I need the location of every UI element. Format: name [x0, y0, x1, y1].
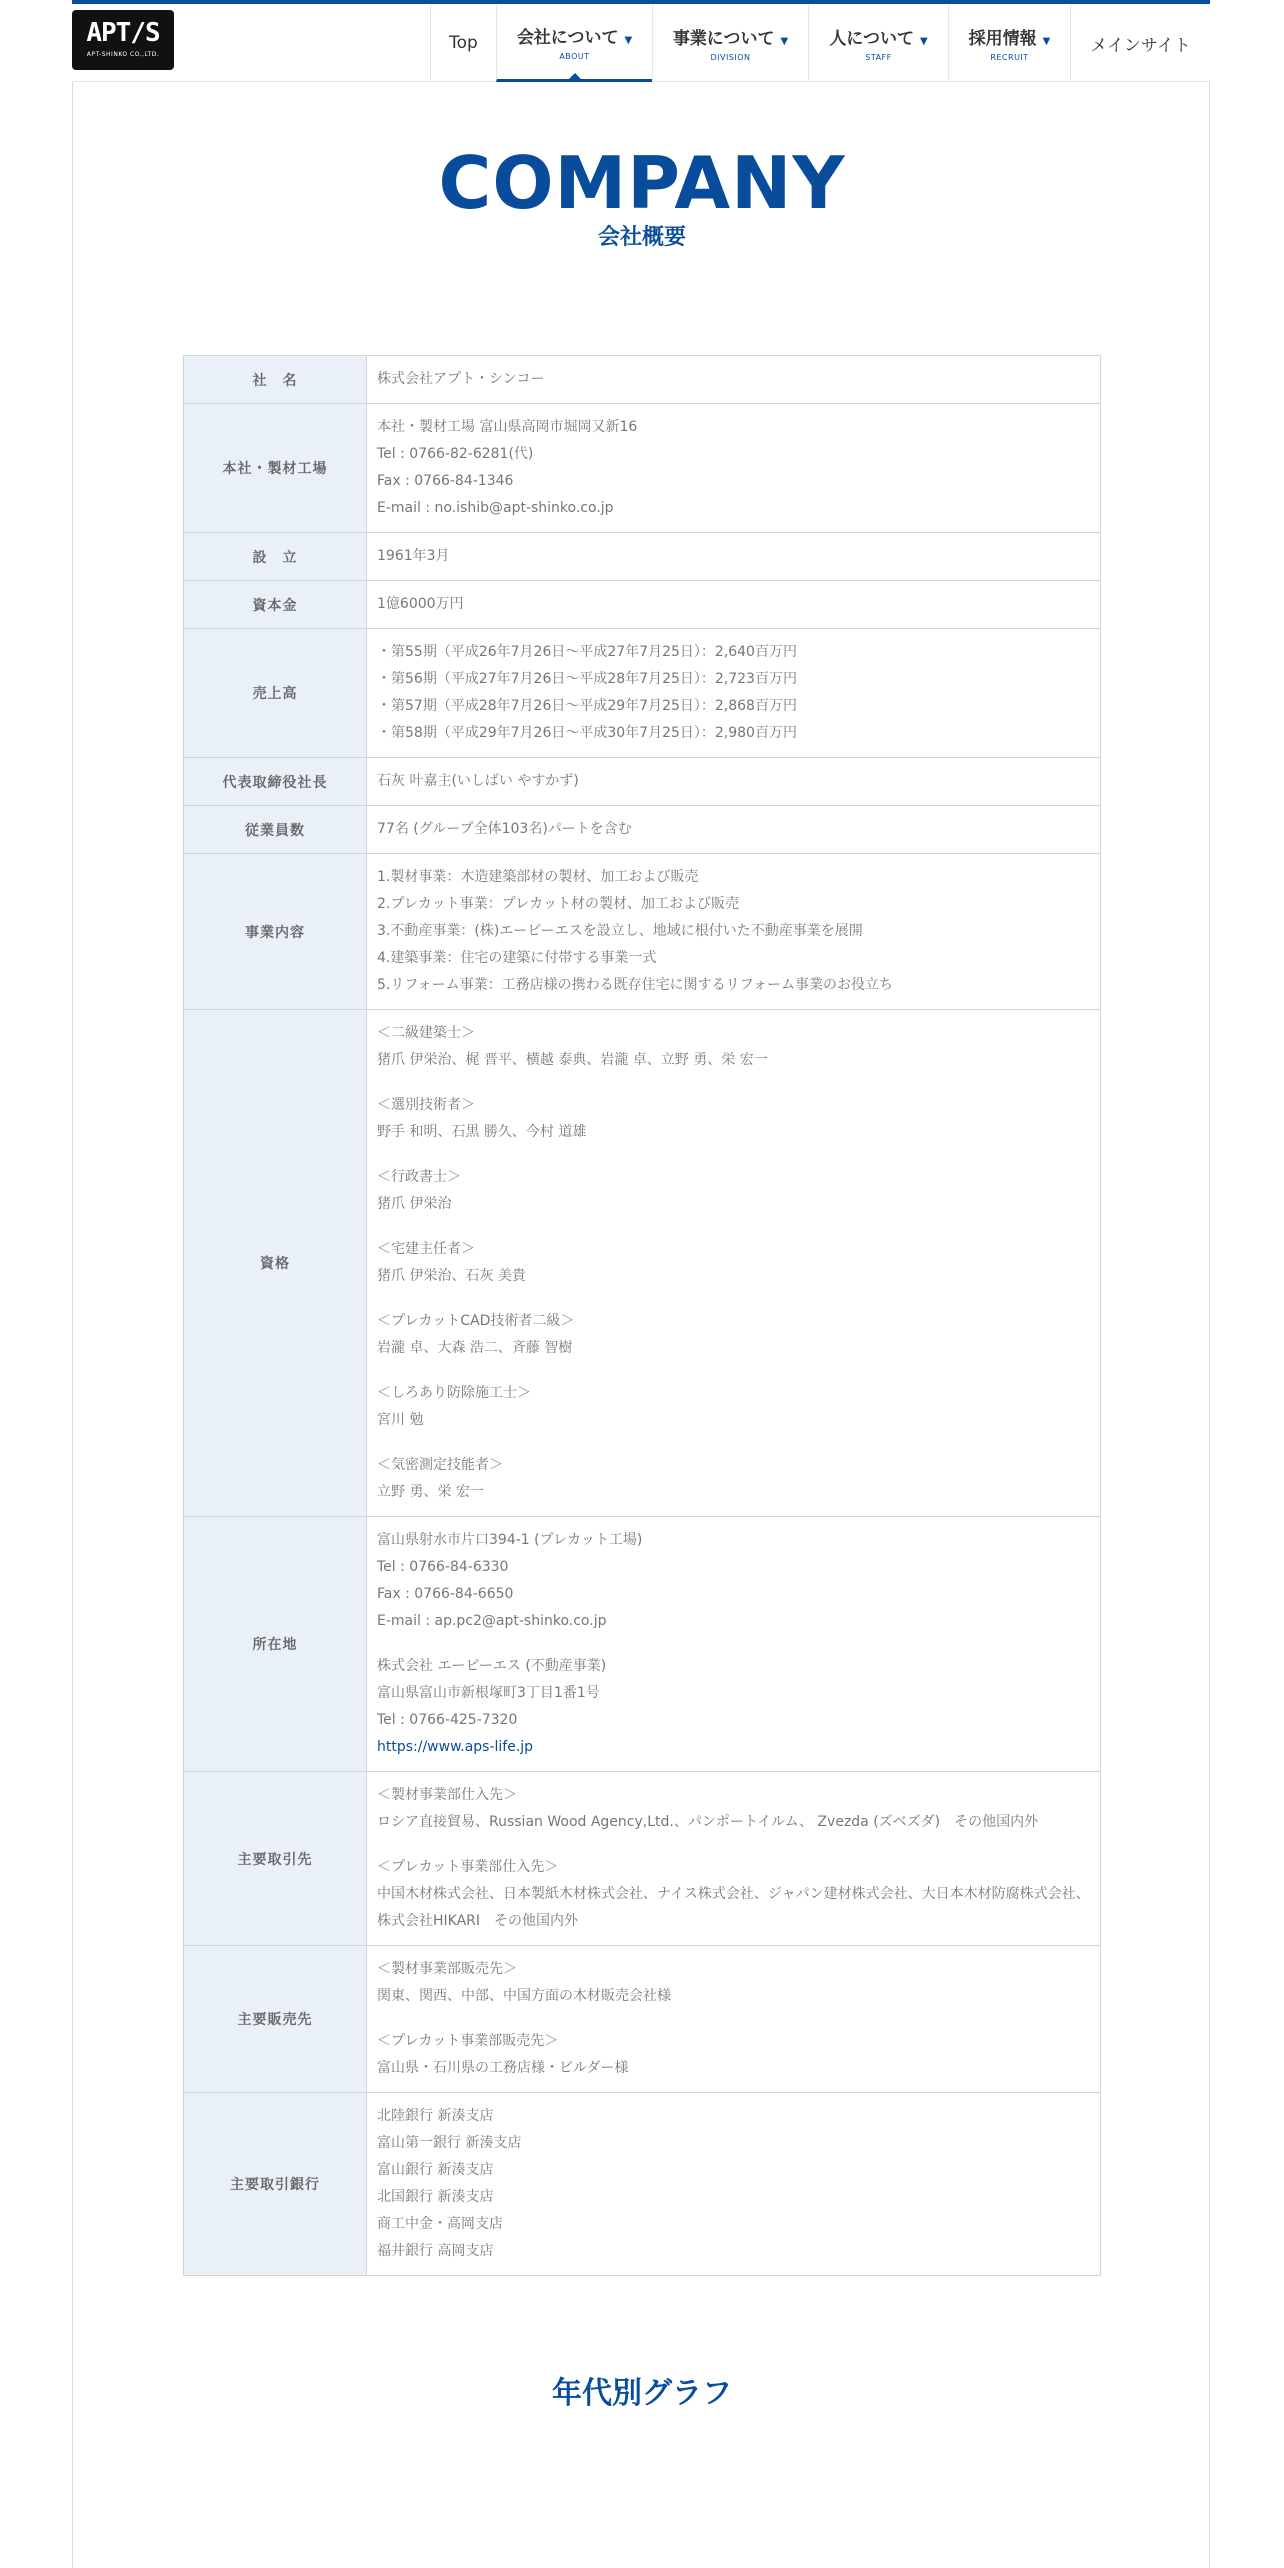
nav-sublabel: STAFF: [865, 53, 892, 62]
qualification-title: ＜二級建築士＞: [377, 1025, 475, 1041]
qualification-names: 野手 和明、石黒 勝久、今村 道雄: [377, 1124, 587, 1140]
customers-value: [367, 1946, 1101, 2093]
company-info-table: [183, 355, 1101, 2276]
hq-address: 本社・製材工場 富山県高岡市堀岡又新16: [377, 419, 638, 435]
qualification-title: ＜宅建主任者＞: [377, 1241, 475, 1257]
business-line: 3.不動産事業：(株)エーピーエスを設立し、地域に根付いた不動産事業を展開: [377, 923, 863, 939]
location-line: Tel : 0766-84-6330: [377, 1559, 509, 1575]
table-row: [184, 629, 1101, 758]
location-line: 富山県射水市片口394-1 (プレカット工場): [377, 1532, 643, 1548]
qualification-group: [377, 1092, 1090, 1146]
caret-down-icon: ▼: [1042, 36, 1051, 47]
table-row: [184, 758, 1101, 806]
nav-sublabel: ABOUT: [559, 51, 590, 61]
nav-label: 事業について: [672, 29, 775, 49]
sales-line: ・第56期（平成27年7月26日～平成28年7月25日）：2,723百万円: [377, 671, 797, 687]
aps-life-link[interactable]: https://www.aps-life.jp: [377, 1739, 534, 1755]
qualification-group: [377, 1164, 1090, 1218]
business-value: [367, 854, 1101, 1010]
page-subtitle: 会社概要: [597, 225, 686, 250]
caret-down-icon: ▼: [919, 36, 928, 47]
nav-label: 会社について: [516, 27, 619, 48]
qualification-title: ＜選別技術者＞: [377, 1097, 475, 1113]
qualifications-value: [367, 1010, 1101, 1517]
nav-label: 人について: [829, 29, 914, 49]
table-row: [184, 1772, 1101, 1946]
caret-down-icon: ▼: [624, 34, 633, 46]
row-label: 主要取引銀行: [184, 2093, 367, 2276]
qualification-group: [377, 1236, 1090, 1290]
business-line: 1.製材事業：木造建築部材の製材、加工および販売: [377, 869, 699, 885]
capital-value: 1億6000万円: [367, 581, 1101, 629]
table-row: [184, 854, 1101, 1010]
location-line: 株式会社 エーピーエス (不動産事業): [377, 1658, 607, 1674]
row-label: 社 名: [184, 356, 367, 404]
row-label: 売上高: [184, 629, 367, 758]
table-row: [184, 356, 1101, 404]
table-row: [184, 1946, 1101, 2093]
graph-section-title: 年代別グラフ: [552, 2376, 732, 2411]
supplier-title: ＜製材事業部仕入先＞: [377, 1787, 517, 1803]
logo-text: APT/S: [86, 18, 160, 48]
location-line: E-mail : ap.pc2@apt-shinko.co.jp: [377, 1613, 607, 1629]
customer-text: 関東、関西、中部、中国方面の木材販売会社様: [377, 1988, 671, 2004]
nav-main-site[interactable]: [1070, 4, 1210, 82]
qualification-names: 立野 勇、栄 宏一: [377, 1484, 484, 1500]
table-row: [184, 404, 1101, 533]
suppliers-value: [367, 1772, 1101, 1946]
sales-value: [367, 629, 1101, 758]
qualification-title: ＜気密測定技能者＞: [377, 1457, 503, 1473]
location-line: Tel : 0766-425-7320: [377, 1712, 518, 1728]
customer-text: 富山県・石川県の工務店様・ビルダー様: [377, 2060, 629, 2076]
bank-line: 富山銀行 新湊支店: [377, 2162, 494, 2178]
supplier-title: ＜プレカット事業部仕入先＞: [377, 1859, 559, 1875]
page-title: COMPANY: [438, 141, 846, 225]
founded-value: 1961年3月: [367, 533, 1101, 581]
customer-group: [377, 2028, 1090, 2082]
qualification-names: 岩瀧 卓、大森 浩二、斉藤 智樹: [377, 1340, 573, 1356]
supplier-text: ロシア直接貿易、Russian Wood Agency,Ltd.、パンポートイルム、 Zvezda (ズベズダ) その他国内外: [377, 1814, 1039, 1830]
bank-line: 商工中金・高岡支店: [377, 2216, 503, 2232]
qualification-title: ＜行政書士＞: [377, 1169, 461, 1185]
table-row: [184, 533, 1101, 581]
qualification-title: ＜しろあり防除施工士＞: [377, 1385, 531, 1401]
row-label: 資本金: [184, 581, 367, 629]
locations-value: [367, 1517, 1101, 1772]
row-label: 所在地: [184, 1517, 367, 1772]
business-line: 4.建築事業：住宅の建築に付帯する事業一式: [377, 950, 657, 966]
site-header: [72, 4, 1210, 82]
row-label: 主要取引先: [184, 1772, 367, 1946]
hq-value: [367, 404, 1101, 533]
qualification-names: 猪爪 伊栄治、梶 晋平、横越 泰典、岩瀧 卓、立野 勇、栄 宏一: [377, 1052, 768, 1068]
sales-line: ・第55期（平成26年7月26日～平成27年7月25日）：2,640百万円: [377, 644, 797, 660]
qualification-names: 猪爪 伊栄治: [377, 1196, 452, 1212]
logo-subtext: APT-SHINKO CO.,LTD.: [86, 51, 160, 58]
company-name-value: 株式会社アプト・シンコー: [367, 356, 1101, 404]
nav-label: Top: [449, 33, 478, 53]
bank-line: 北陸銀行 新湊支店: [377, 2108, 494, 2124]
nav-division[interactable]: [652, 4, 808, 82]
qualification-group: [377, 1380, 1090, 1434]
table-row: [184, 1517, 1101, 1772]
supplier-group: [377, 1782, 1090, 1836]
qualification-names: 宮川 勉: [377, 1412, 424, 1428]
business-line: 2.プレカット事業：プレカット材の製材、加工および販売: [377, 896, 739, 912]
row-label: 主要販売先: [184, 1946, 367, 2093]
table-row: [184, 2093, 1101, 2276]
supplier-text: 中国木材株式会社、日本製紙木材株式会社、ナイス株式会社、ジャパン建材株式会社、大日本木材防腐株式会社、株式会社HIKARI その他国内外: [377, 1886, 1090, 1929]
employees-value: 77名 (グループ全体103名)パートを含む: [367, 806, 1101, 854]
row-label: 事業内容: [184, 854, 367, 1010]
customer-title: ＜製材事業部販売先＞: [377, 1961, 517, 1977]
location-line: Fax : 0766-84-6650: [377, 1586, 514, 1602]
nav-sublabel: DIVISION: [710, 53, 751, 62]
row-label: 資格: [184, 1010, 367, 1517]
location-group: [377, 1527, 1090, 1635]
row-label: 本社・製材工場: [184, 404, 367, 533]
qualification-names: 猪爪 伊栄治、石灰 美貴: [377, 1268, 526, 1284]
hq-email: E-mail : no.ishib@apt-shinko.co.jp: [377, 500, 614, 516]
qualification-group: [377, 1308, 1090, 1362]
sales-line: ・第57期（平成28年7月26日～平成29年7月25日）：2,868百万円: [377, 698, 797, 714]
customer-title: ＜プレカット事業部販売先＞: [377, 2033, 559, 2049]
main-nav: [430, 4, 1210, 82]
nav-sublabel: RECRUIT: [990, 53, 1029, 62]
business-line: 5.リフォーム事業：工務店様の携わる既存住宅に関するリフォーム事業のお役立ち: [377, 977, 893, 993]
company-logo[interactable]: [72, 10, 174, 70]
row-label: 代表取締役社長: [184, 758, 367, 806]
caret-down-icon: ▼: [780, 36, 789, 47]
location-line: 富山県富山市新根塚町3丁目1番1号: [377, 1685, 600, 1701]
customer-group: [377, 1956, 1090, 2010]
nav-recruit[interactable]: [948, 4, 1070, 82]
supplier-group: [377, 1854, 1090, 1935]
nav-label: メインサイト: [1090, 35, 1191, 56]
nav-staff[interactable]: [808, 4, 948, 82]
nav-about[interactable]: [496, 4, 652, 82]
nav-top[interactable]: [430, 4, 496, 82]
qualification-group: [377, 1452, 1090, 1506]
ceo-value: 石灰 叶嘉主(いしばい やすかず): [367, 758, 1101, 806]
table-row: [184, 581, 1101, 629]
bank-line: 北国銀行 新湊支店: [377, 2189, 494, 2205]
banks-value: [367, 2093, 1101, 2276]
sales-line: ・第58期（平成29年7月26日～平成30年7月25日）：2,980百万円: [377, 725, 797, 741]
hq-tel: Tel : 0766-82-6281(代): [377, 446, 534, 462]
row-label: 設 立: [184, 533, 367, 581]
row-label: 従業員数: [184, 806, 367, 854]
table-row: [184, 1010, 1101, 1517]
qualification-group: [377, 1020, 1090, 1074]
bank-line: 福井銀行 高岡支店: [377, 2243, 494, 2259]
nav-label: 採用情報: [968, 29, 1037, 49]
location-group: [377, 1653, 1090, 1761]
hq-fax: Fax : 0766-84-1346: [377, 473, 514, 489]
bank-line: 富山第一銀行 新湊支店: [377, 2135, 522, 2151]
table-row: [184, 806, 1101, 854]
qualification-title: ＜プレカットCAD技術者二級＞: [377, 1313, 575, 1329]
